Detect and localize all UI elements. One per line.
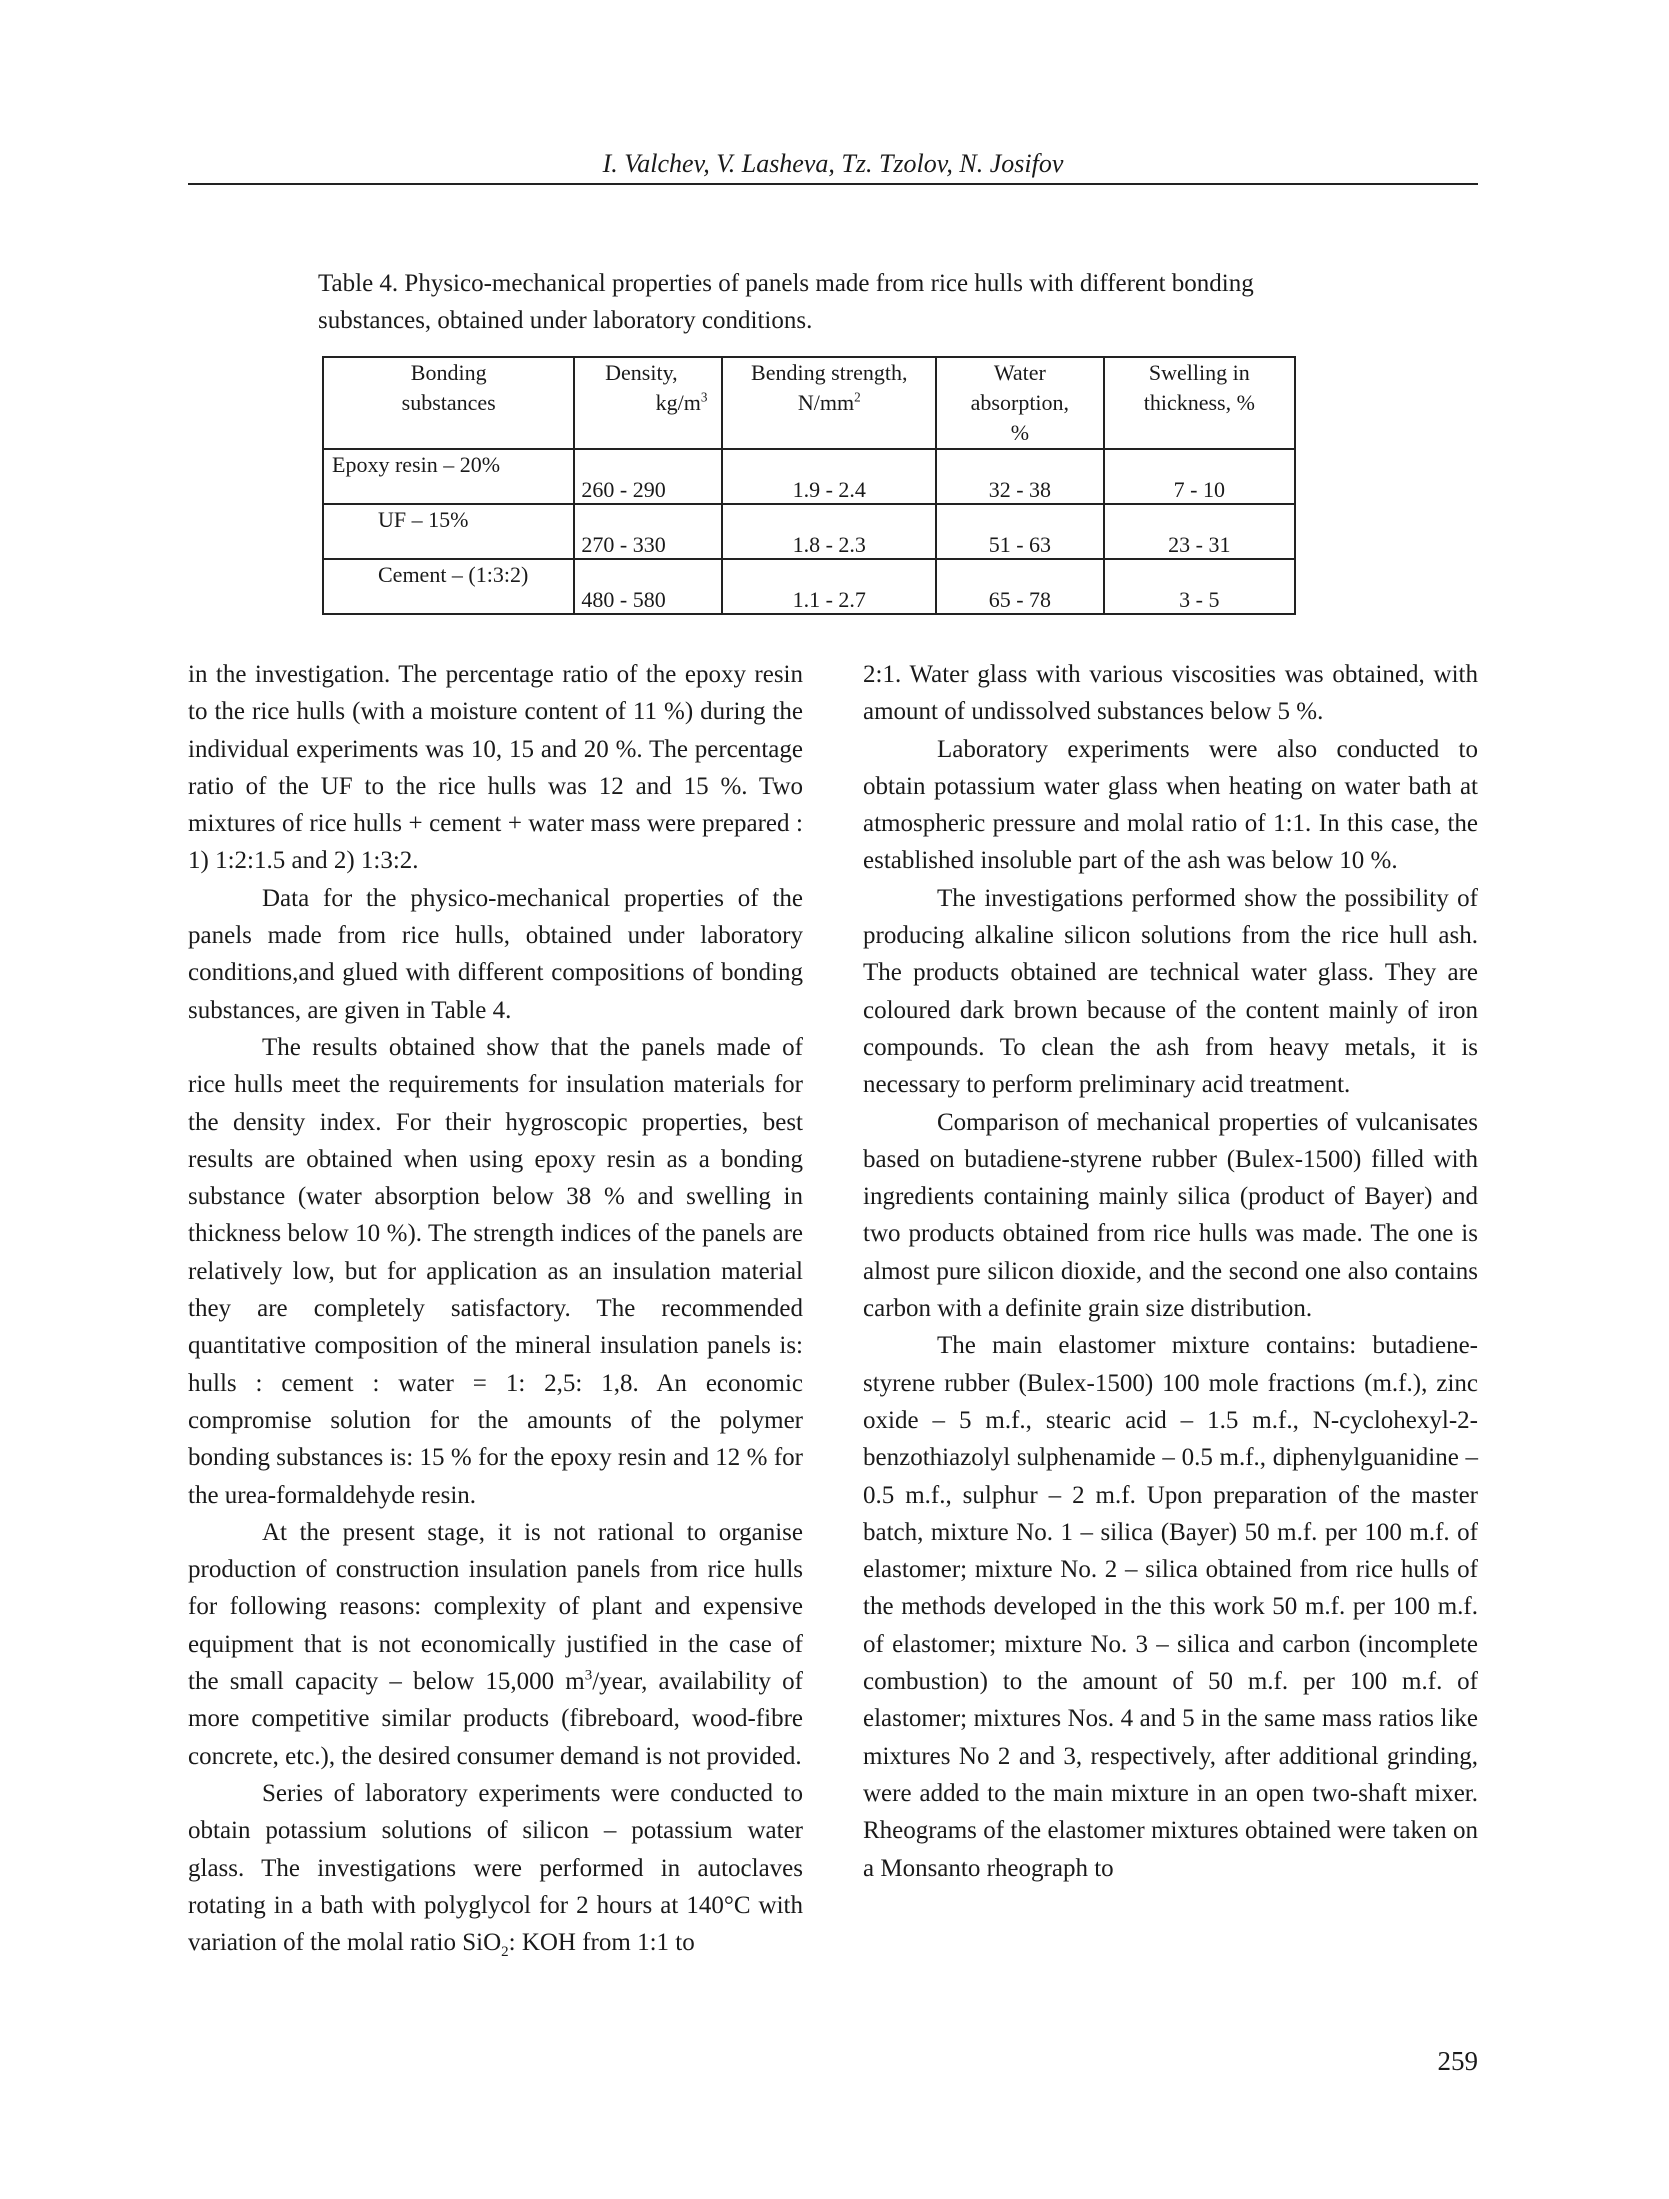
bending-value: 1.9 - 2.4 bbox=[792, 477, 866, 502]
header-bonding-line2: substances bbox=[401, 390, 496, 415]
row-label: Cement – (1:3:2) bbox=[378, 562, 529, 587]
body-columns bbox=[188, 656, 1478, 2056]
density-cell bbox=[574, 504, 722, 559]
bending-cell bbox=[722, 504, 936, 559]
bending-value: 1.1 - 2.7 bbox=[792, 587, 866, 612]
row-label: UF – 15% bbox=[378, 507, 469, 532]
right-paragraph-5: The main elastomer mixture contains: butadiene-styrene rubber (Bulex-1500) 100 mole fractions (m.f.), zinc oxide – 5 m.f., stearic acid – 1.5 m.f., N-cyclohexyl-2-benzothiazolyl sulphenamide – 0.5 m.f., diphenylguanidine – 0.5 m.f., sulphur – 2 m.f. Upon preparation of the master batch, mixture No. 1 – silica (Bayer) 50 m.f. per 100 m.f. of elastomer; mixture No. 2 – silica obtained from rice hulls of the methods developed in the this work 50 m.f. per 100 m.f. of elastomer; mixture No. 3 – silica and carbon (incomplete combustion) to the amount of 50 m.f. per 100 m.f. of elastomer; mixtures Nos. 4 and 5 in the same mass ratios like mixtures No 2 and 3, respectively, after additional grinding, were added to the main mixture in an open two-shaft mixer. Rheograms of the elastomer mixtures obtained were taken on a Monsanto rheograph to bbox=[863, 1332, 1478, 1882]
table-row bbox=[323, 504, 1295, 559]
header-water-line1: Water bbox=[993, 360, 1046, 385]
left-paragraph-1: in the investigation. The percentage ratio of the epoxy resin to the rice hulls (with a moisture content of 11 %) during the individual experiments was 10, 15 and 20 %. The percentage ratio of the UF to the rice hulls was 12 and 15 %. Two mixtures of rice hulls + cement + water mass were prepared : 1) 1:2:1.5 and 2) 1:3:2. bbox=[188, 661, 803, 875]
water-cell bbox=[936, 504, 1104, 559]
bending-cell bbox=[722, 449, 936, 504]
header-water-line2: absorption, bbox=[970, 390, 1070, 415]
left-paragraph-5 bbox=[188, 1775, 803, 1961]
swelling-cell bbox=[1104, 449, 1295, 504]
density-cell bbox=[574, 559, 722, 614]
header-swelling bbox=[1104, 357, 1295, 449]
table-row bbox=[323, 559, 1295, 614]
left-paragraph-3: The results obtained show that the panels made of rice hulls meet the requirements for insulation materials for the density index. For their hygroscopic properties, best results are obtained when using epoxy resin as a bonding substance (water absorption below 38 % and swelling in thickness below 10 %). The strength indices of the panels are relatively low, but for application as an insulation material they are completely satisfactory. The recommended quantitative composition of the mineral insulation panels is: hulls : cement : water = 1: 2,5: 1,8. An economic compromise solution for the amounts of the polymer bonding substances is: 15 % for the epoxy resin and 12 % for the urea-formaldehyde resin. bbox=[188, 1033, 803, 1509]
right-paragraph-4: Comparison of mechanical properties of vulcanisates based on butadiene-styrene rubber (Bulex-1500) filled with ingredients containing mainly silica (product of Bayer) and two products obtained from rice hulls was made. The one is almost pure silicon dioxide, and the second one also contains carbon with a definite grain size distribution. bbox=[863, 1108, 1478, 1323]
left-paragraph-5-sub: 2 bbox=[501, 1944, 509, 1961]
header-density bbox=[574, 357, 722, 449]
left-paragraph-5-text-b: : KOH from 1:1 to bbox=[508, 1929, 695, 1957]
table-header-row bbox=[323, 357, 1295, 449]
header-bending-unit-line bbox=[723, 388, 935, 418]
header-bonding-line1: Bonding bbox=[410, 360, 487, 385]
swelling-value: 3 - 5 bbox=[1179, 587, 1220, 612]
left-paragraph-4-text-b: /year, availability of more competitive similar products (fibreboard, wood-fibre concrete, etc.), the desired consumer demand is not provided. bbox=[188, 1668, 803, 1770]
water-value: 32 - 38 bbox=[988, 477, 1052, 502]
row-label: Epoxy resin – 20% bbox=[332, 452, 501, 477]
density-value: 260 - 290 bbox=[581, 477, 666, 502]
right-paragraph-1: 2:1. Water glass with various viscosities was obtained, with amount of undissolved substances below 5 %. bbox=[863, 661, 1478, 726]
page-number: 259 bbox=[1437, 2046, 1478, 2076]
row-label-cell bbox=[323, 559, 574, 614]
density-cell bbox=[574, 449, 722, 504]
swelling-value: 7 - 10 bbox=[1173, 477, 1225, 502]
header-bending-unit: N/mm bbox=[797, 390, 855, 415]
right-paragraph-3: The investigations performed show the possibility of producing alkaline silicon solutions from the rice hull ash. The products obtained are technical water glass. They are coloured dark brown because of the content mainly of iron compounds. To clean the ash from heavy metals, it is necessary to perform preliminary acid treatment. bbox=[863, 884, 1478, 1099]
header-density-unit: kg/m bbox=[655, 390, 701, 415]
running-header: I. Valchev, V. Lasheva, Tz. Tzolov, N. Josifov bbox=[602, 149, 1064, 178]
bending-cell bbox=[722, 559, 936, 614]
water-value: 65 - 78 bbox=[988, 587, 1052, 612]
table-caption: Table 4. Physico-mechanical properties of panels made from rice hulls with different bonding substances, obtained under laboratory conditions. bbox=[318, 270, 1254, 334]
row-label-cell bbox=[323, 504, 574, 559]
swelling-cell bbox=[1104, 504, 1295, 559]
header-density-line1: Density, bbox=[605, 360, 678, 385]
left-paragraph-4 bbox=[188, 1514, 803, 1775]
header-swelling-line2: thickness, % bbox=[1143, 390, 1255, 415]
header-density-unit-line bbox=[575, 388, 707, 418]
left-paragraph-4-sup: 3 bbox=[584, 1667, 593, 1684]
header-bending-line1: Bending strength, bbox=[751, 360, 908, 385]
header-swelling-line1: Swelling in bbox=[1148, 360, 1250, 385]
row-label-cell bbox=[323, 449, 574, 504]
left-paragraph-2: Data for the physico-mechanical properties of the panels made from rice hulls, obtained under laboratory conditions,and glued with different compositions of bonding substances, are given in Table 4. bbox=[188, 884, 803, 1024]
right-column bbox=[863, 656, 1478, 1887]
properties-table bbox=[322, 356, 1296, 615]
header-rule bbox=[188, 183, 1478, 185]
left-paragraph-4-text-a: At the present stage, it is not rational to organise production of construction insulation panels from rice hulls for following reasons: complexity of plant and expensive equipment that is not economically justified in the case of the small capacity – below 15,000 m bbox=[188, 1518, 803, 1696]
header-bending-sup: 2 bbox=[854, 389, 861, 405]
swelling-value: 23 - 31 bbox=[1168, 532, 1231, 557]
header-bonding-substances bbox=[323, 357, 574, 449]
water-cell bbox=[936, 559, 1104, 614]
density-value: 480 - 580 bbox=[581, 587, 666, 612]
header-density-sup: 3 bbox=[700, 389, 708, 405]
table-row bbox=[323, 449, 1295, 504]
density-value: 270 - 330 bbox=[581, 532, 666, 557]
header-water-absorption bbox=[936, 357, 1104, 449]
right-paragraph-2: Laboratory experiments were also conducted to obtain potassium water glass when heating on water bath at atmospheric pressure and molal ratio of 1:1. In this case, the established insoluble part of the ash was below 10 %. bbox=[863, 735, 1478, 875]
header-bending-strength bbox=[722, 357, 936, 449]
bending-value: 1.8 - 2.3 bbox=[792, 532, 866, 557]
swelling-cell bbox=[1104, 559, 1295, 614]
water-cell bbox=[936, 449, 1104, 504]
left-column bbox=[188, 656, 803, 1961]
water-value: 51 - 63 bbox=[988, 532, 1052, 557]
header-water-line3: % bbox=[1010, 420, 1030, 445]
left-paragraph-5-text-a: Series of laboratory experiments were conducted to obtain potassium solutions of silicon – potassium water glass. The investigations were performed in autoclaves rotating in a bath with polyglycol for 2 hours at 140°C with variation of the molal ratio SiO bbox=[188, 1779, 803, 1957]
